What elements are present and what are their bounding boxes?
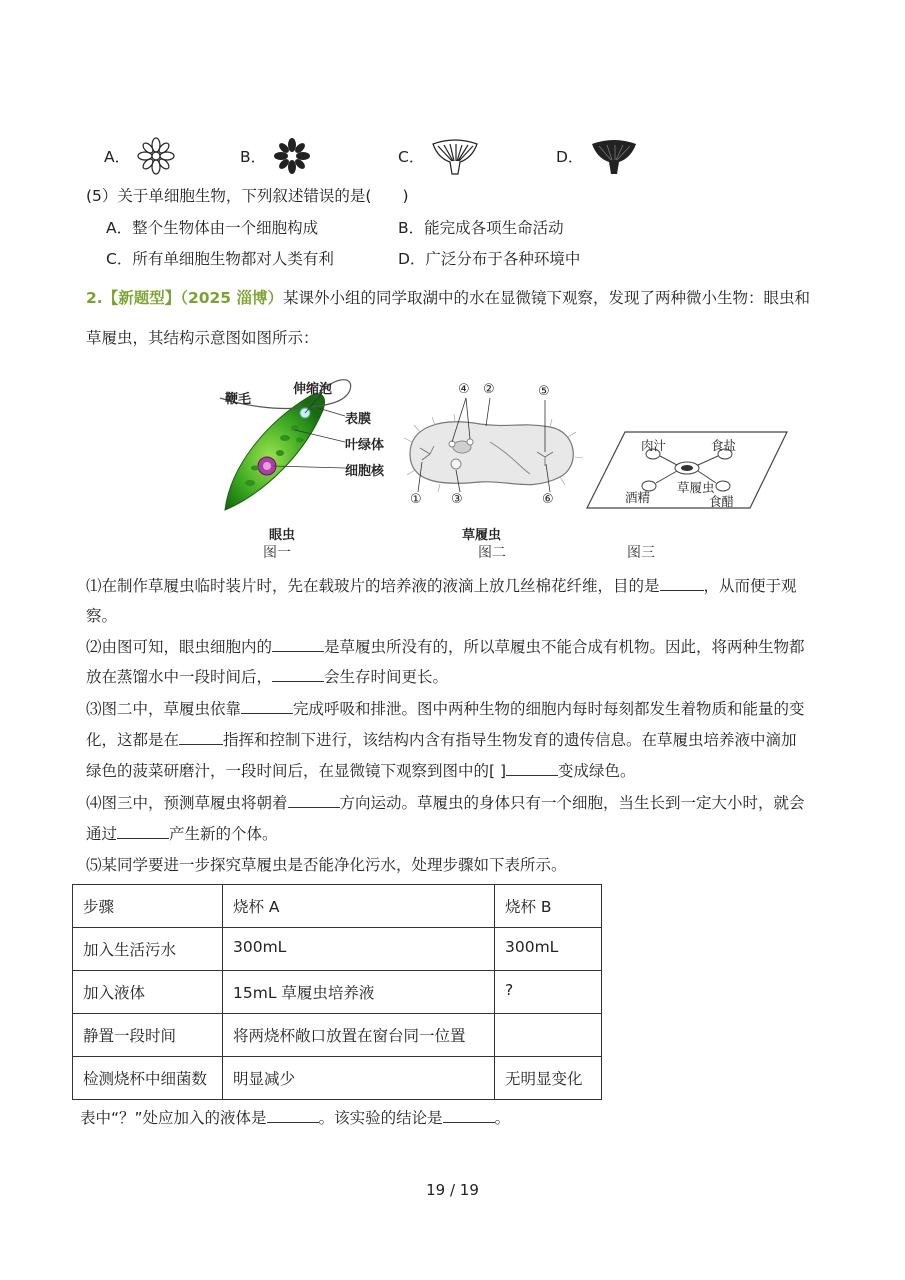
answer-blank-7[interactable] xyxy=(288,793,340,808)
euglena-label-nucleus: 细胞核 xyxy=(345,464,385,479)
mushroom-cap-outline-icon xyxy=(430,136,480,176)
q5-option-a: A．整个生物体由一个细胞构成 xyxy=(106,219,319,237)
slide-illustration xyxy=(585,428,790,513)
paramecium-marker-1: ① xyxy=(410,492,422,507)
sub-q4-line1: ⑷图三中，预测草履虫将朝着 方向运动。草履虫的身体只有一个细胞，当生长到一定大小时，就会 xyxy=(86,794,805,812)
paramecium-illustration xyxy=(400,382,585,522)
table-cell: 15mL 草履虫培养液 xyxy=(223,971,495,1014)
paramecium-name: 草履虫 xyxy=(462,528,502,543)
q5-option-c: C．所有单细胞生物都对人类有利 xyxy=(106,250,334,268)
table-cell: 300mL xyxy=(223,928,495,971)
mushroom-cap-filled-icon xyxy=(589,136,639,176)
answer-blank-10[interactable] xyxy=(443,1108,495,1123)
euglena-label-contractile-vacuole: 伸缩泡 xyxy=(293,382,333,397)
option-d: D． xyxy=(556,134,639,178)
options-row xyxy=(0,134,905,178)
paramecium-marker-5: ⑤ xyxy=(538,384,550,399)
q2-heading xyxy=(86,288,810,308)
experiment-table xyxy=(72,884,602,1100)
table-cell: 加入生活污水 xyxy=(73,928,223,971)
answer-blank-1[interactable] xyxy=(660,576,704,591)
table-cell: ? xyxy=(495,971,602,1014)
q5-option-d: D．广泛分布于各种环境中 xyxy=(398,250,581,268)
paramecium-marker-3: ③ xyxy=(451,492,463,507)
sub-q5: ⑸某同学要进一步探究草履虫是否能净化污水，处理步骤如下表所示。 xyxy=(86,856,567,874)
sub-q1-line1: ⑴在制作草履虫临时装片时，先在载玻片的培养液的液滴上放几丝棉花纤维，目的是 ，从而便于观 xyxy=(86,577,797,595)
slide-label-salt: 食盐 xyxy=(711,438,737,453)
figure-3-caption: 图三 xyxy=(627,545,655,561)
table-header-cell: 步骤 xyxy=(73,885,223,928)
answer-blank-5[interactable] xyxy=(179,730,223,745)
table-cell: 无明显变化 xyxy=(495,1057,602,1100)
option-b: B． xyxy=(240,134,312,178)
page-number: 19 / 19 xyxy=(426,1181,479,1199)
table-cell: 加入液体 xyxy=(73,971,223,1014)
paramecium-marker-4: ④ xyxy=(458,382,470,397)
slide-label-broth: 肉汁 xyxy=(641,438,667,453)
figure-paramecium xyxy=(400,382,585,568)
table-row xyxy=(73,971,602,1014)
table-cell xyxy=(495,1014,602,1057)
answer-blank-8[interactable] xyxy=(117,824,169,839)
sub-q3-line1: ⑶图二中，草履虫依靠 完成呼吸和排泄。图中两种生物的细胞内每时每刻都发生着物质和能量的变 xyxy=(86,700,805,718)
table-cell: 将两烧杯敞口放置在窗台同一位置 xyxy=(223,1014,495,1057)
q5-stem: (5）关于单细胞生物，下列叙述错误的是( ) xyxy=(86,187,409,205)
sub-q2-line2: 放在蒸馏水中一段时间后， 会生存时间更长。 xyxy=(86,668,449,686)
q2-tag: 【新题型】（2025 淄博） xyxy=(102,289,283,307)
q2-intro-line2: 草履虫，其结构示意图如图所示： xyxy=(86,329,319,347)
euglena-label-pellicle: 表膜 xyxy=(345,412,372,427)
euglena-label-chloroplast: 叶绿体 xyxy=(345,438,385,453)
table-header-cell: 烧杯 A xyxy=(223,885,495,928)
sub-q1-line2: 察。 xyxy=(86,607,118,625)
table-cell: 明显减少 xyxy=(223,1057,495,1100)
slide-label-paramecium: 草履虫 xyxy=(677,480,715,495)
table-header-cell: 烧杯 B xyxy=(495,885,602,928)
option-c: C． xyxy=(398,134,480,178)
table-row xyxy=(73,928,602,971)
answer-blank-6[interactable] xyxy=(506,761,558,776)
q5-option-b: B．能完成各项生命活动 xyxy=(398,219,564,237)
slide-label-vinegar: 食醋 xyxy=(709,494,735,509)
flower-filled-icon xyxy=(272,136,312,176)
figure-1-caption: 图一 xyxy=(263,545,291,561)
sub-q4-line2: 通过 产生新的个体。 xyxy=(86,825,278,843)
paramecium-marker-6: ⑥ xyxy=(542,492,554,507)
answer-blank-3[interactable] xyxy=(272,667,324,682)
q2-intro-line1: 某课外小组的同学取湖中的水在显微镜下观察，发现了两种微小生物：眼虫和 xyxy=(282,289,810,307)
table-cell: 检测烧杯中细菌数 xyxy=(73,1057,223,1100)
option-a: A． xyxy=(104,134,176,178)
answer-blank-4[interactable] xyxy=(241,699,293,714)
answer-blank-9[interactable] xyxy=(267,1108,319,1123)
table-cell: 300mL xyxy=(495,928,602,971)
table-followup-question: 表中“？”处应加入的液体是 。该实验的结论是 。 xyxy=(80,1109,511,1127)
figure-euglena xyxy=(205,368,395,568)
table-row xyxy=(73,1057,602,1100)
figure-slide xyxy=(585,428,790,568)
table-header-row xyxy=(73,885,602,928)
q2-number: 2. xyxy=(86,289,103,307)
sub-q3-line2: 化，这都是在 指挥和控制下进行，该结构内含有指导生物发育的遗传信息。在草履虫培养液中滴加 xyxy=(86,731,797,749)
sub-q3-line3: 绿色的菠菜研磨汁，一段时间后，在显微镜下观察到图中的[ ] 变成绿色。 xyxy=(86,762,636,780)
slide-label-alcohol: 酒精 xyxy=(625,490,651,505)
sub-q2-line1: ⑵由图可知，眼虫细胞内的 是草履虫所没有的，所以草履虫不能合成有机物。因此，将两种生物都 xyxy=(86,638,805,656)
euglena-label-flagellum: 鞭毛 xyxy=(225,392,252,407)
table-cell: 静置一段时间 xyxy=(73,1014,223,1057)
paramecium-marker-2: ② xyxy=(483,382,495,397)
table-row xyxy=(73,1014,602,1057)
flower-outline-icon xyxy=(136,136,176,176)
answer-blank-2[interactable] xyxy=(272,637,324,652)
figure-2-caption: 图二 xyxy=(478,545,506,561)
euglena-name: 眼虫 xyxy=(269,528,296,543)
